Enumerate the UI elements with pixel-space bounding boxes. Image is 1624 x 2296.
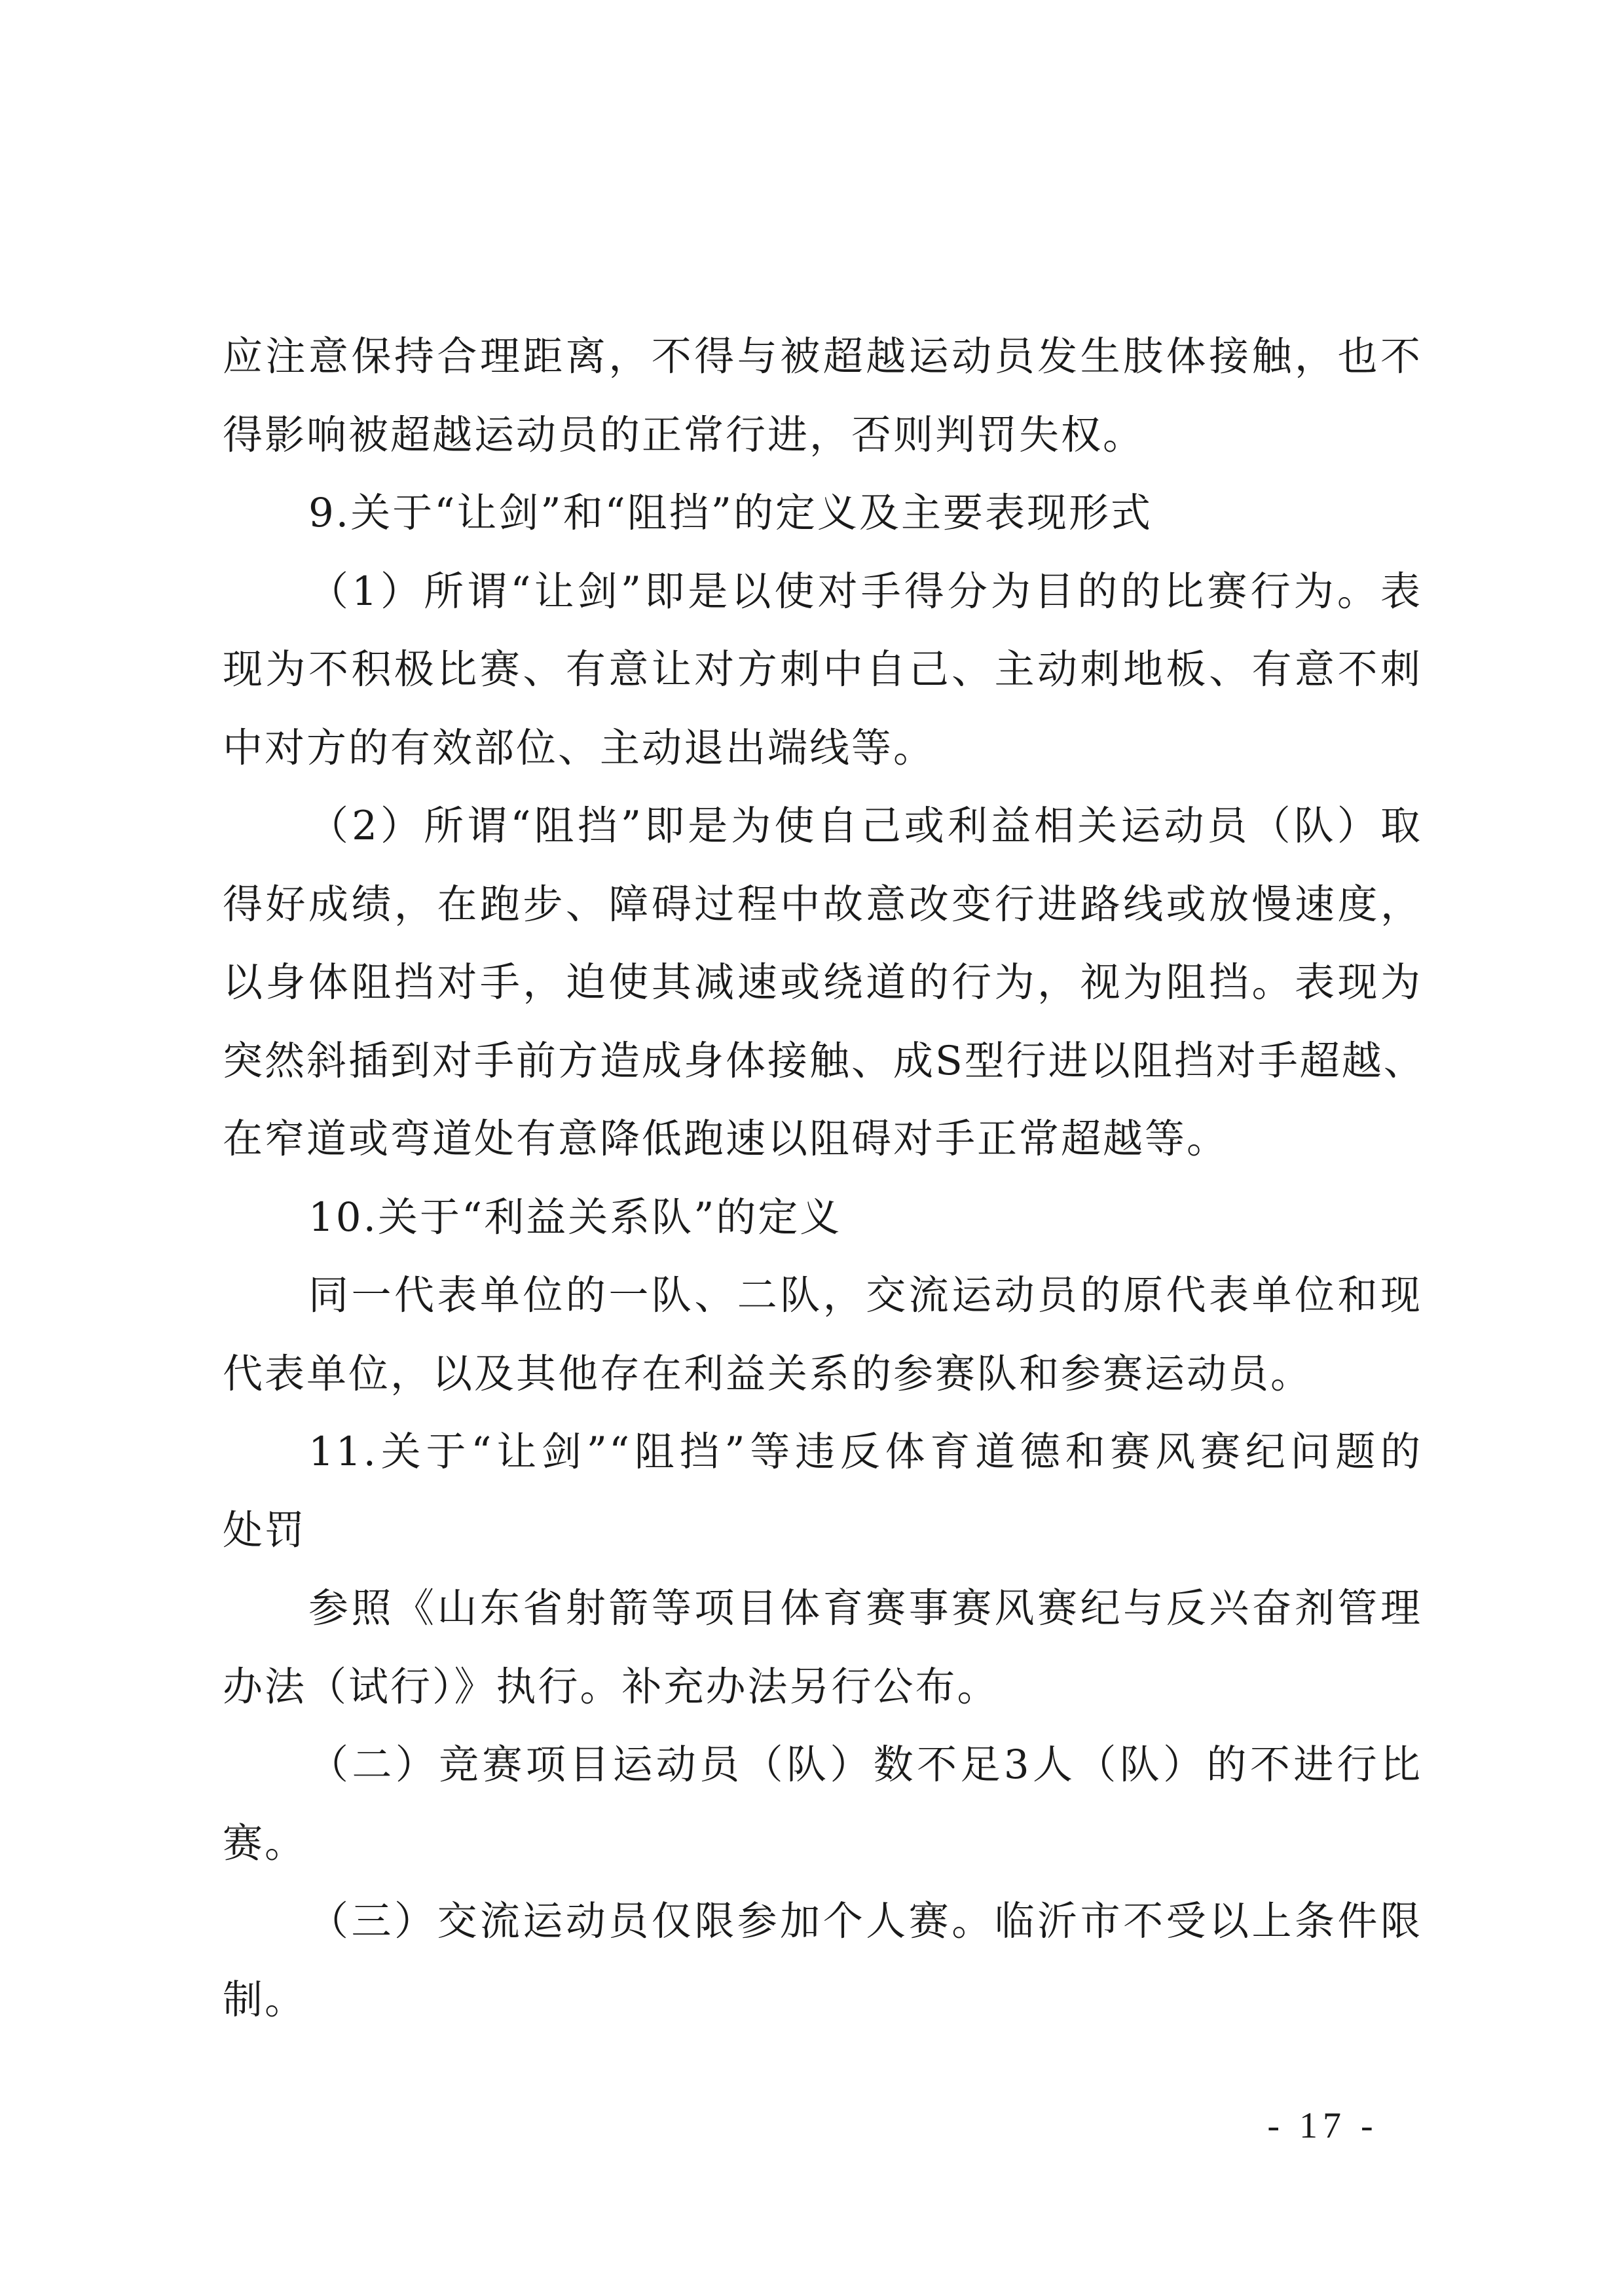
text-line: 突然斜插到对手前方造成身体接触、成S型行进以阻挡对手超越、: [223, 1037, 1426, 1084]
text-line: 9.关于“让剑”和“阻挡”的定义及主要表现形式: [308, 490, 1153, 536]
text-line: 中对方的有效部位、主动退出端线等。: [223, 724, 936, 771]
paragraph: [223, 787, 1426, 1178]
text-line: 同一代表单位的一队、二队，交流运动员的原代表单位和现: [308, 1272, 1422, 1319]
text-line: 赛。: [223, 1819, 307, 1867]
document-body: [223, 318, 1426, 2039]
text-line: 代表单位，以及其他存在利益关系的参赛队和参赛运动员。: [223, 1350, 1313, 1397]
paragraph: [223, 1256, 1422, 1413]
paragraph: [223, 553, 1422, 788]
text-line: 得影响被超越运动员的正常行进，否则判罚失权。: [223, 411, 1145, 458]
paragraph: [223, 318, 1422, 474]
paragraph: [223, 1882, 1422, 2039]
text-line: （2）所谓“阻挡”即是为使自己或利益相关运动员（队）取: [308, 803, 1422, 849]
text-line: 在窄道或弯道处有意降低跑速以阻碍对手正常超越等。: [223, 1116, 1229, 1162]
text-line: 应注意保持合理距离，不得与被超越运动员发生肢体接触，也不: [223, 333, 1422, 380]
paragraph: [223, 1726, 1422, 1882]
text-line: 参照《山东省射箭等项目体育赛事赛风赛纪与反兴奋剂管理: [308, 1585, 1422, 1631]
paragraph: [223, 1178, 1422, 1257]
text-line: （二）竞赛项目运动员（队）数不足3人（队）的不进行比: [308, 1741, 1422, 1788]
text-line: 得好成绩，在跑步、障碍过程中故意改变行进路线或放慢速度，: [223, 881, 1422, 928]
text-line: 处罚: [223, 1506, 307, 1554]
paragraph: [223, 1569, 1422, 1726]
text-line: 11.关于“让剑”“阻挡”等违反体育道德和赛风赛纪问题的: [308, 1429, 1422, 1475]
text-line: 制。: [223, 1976, 307, 2023]
text-line: （三）交流运动员仅限参加个人赛。临沂市不受以上条件限: [308, 1898, 1422, 1944]
paragraph: [223, 1413, 1422, 1569]
text-line: 办法（试行）》执行。补充办法另行公布。: [223, 1663, 999, 1710]
text-line: （1）所谓“让剑”即是以使对手得分为目的的比赛行为。表: [308, 568, 1422, 615]
text-line: 以身体阻挡对手，迫使其减速或绕道的行为，视为阻挡。表现为: [223, 959, 1422, 1006]
text-line: 10.关于“利益关系队”的定义: [308, 1194, 842, 1241]
page-number: - 17 -: [1267, 2105, 1378, 2146]
paragraph: [223, 474, 1422, 553]
text-line: 现为不积极比赛、有意让对方刺中自己、主动刺地板、有意不刺: [223, 646, 1422, 693]
